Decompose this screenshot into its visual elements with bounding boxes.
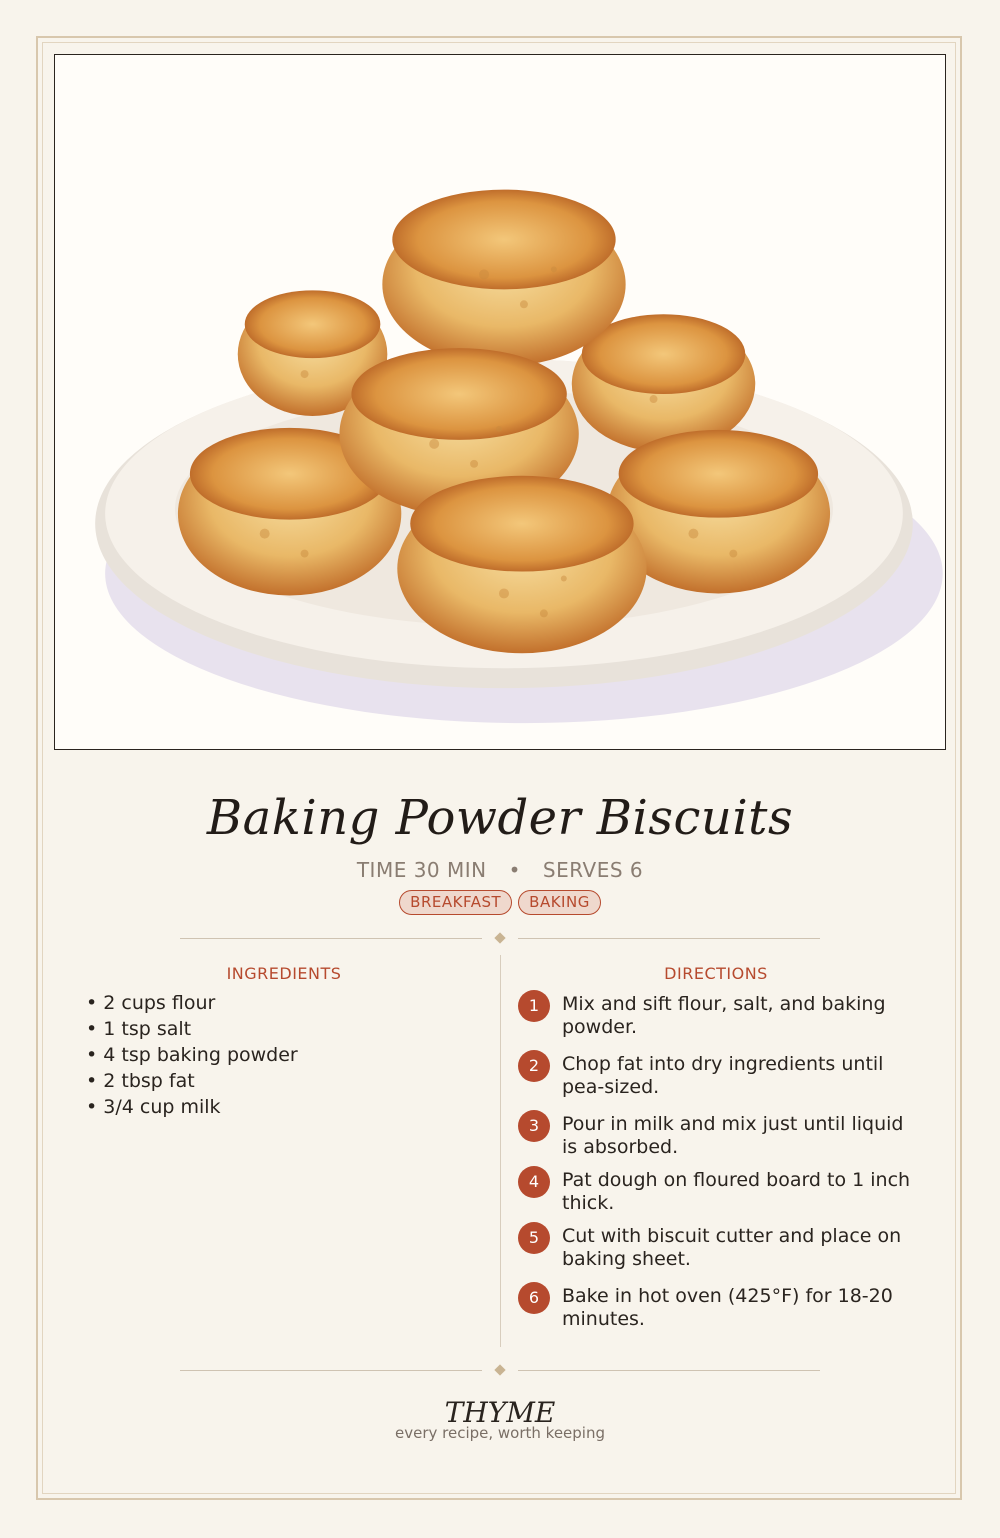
recipe-photo — [54, 54, 946, 750]
ingredient-item: • 2 cups flour — [86, 990, 298, 1016]
step-number-badge: 5 — [518, 1222, 550, 1254]
ingredients-heading: INGREDIENTS — [226, 964, 342, 983]
ingredient-item: • 3/4 cup milk — [86, 1094, 298, 1120]
tag-breakfast[interactable]: BREAKFAST — [399, 890, 512, 915]
tag-list — [0, 890, 1000, 915]
directions-heading: DIRECTIONS — [664, 964, 768, 983]
step-text: Chop fat into dry ingredients until pea-sized. — [562, 1053, 884, 1098]
brand-tagline: every recipe, worth keeping — [394, 1424, 605, 1442]
ingredients-list — [86, 990, 298, 1120]
step-text: Cut with biscuit cutter and place on baking sheet. — [562, 1225, 902, 1270]
ingredient-item: • 1 tsp salt — [86, 1016, 298, 1042]
step-text: Pour in milk and mix just until liquid is absorbed. — [562, 1113, 904, 1158]
step-text: Mix and sift flour, salt, and baking powder. — [562, 993, 886, 1038]
step-number-badge: 6 — [518, 1282, 550, 1314]
footer-divider-right — [518, 1370, 820, 1371]
divider-left — [180, 938, 482, 939]
divider-right — [518, 938, 820, 939]
time-label: TIME 30 MIN — [356, 858, 487, 882]
ingredient-item: • 2 tbsp fat — [86, 1068, 298, 1094]
serves-label: SERVES 6 — [542, 858, 644, 882]
step-number-badge: 2 — [518, 1050, 550, 1082]
step-text: Pat dough on floured board to 1 inch thick. — [562, 1169, 911, 1214]
step-number-badge: 4 — [518, 1166, 550, 1198]
brand-logo: THYME — [444, 1396, 556, 1429]
step-number-badge: 1 — [518, 990, 550, 1022]
step-text: Bake in hot oven (425°F) for 18-20 minutes. — [562, 1285, 893, 1330]
meta-separator: • — [508, 858, 521, 882]
recipe-meta — [0, 858, 1000, 882]
step-number-badge: 3 — [518, 1110, 550, 1142]
ingredient-item: • 4 tsp baking powder — [86, 1042, 298, 1068]
footer-divider-left — [180, 1370, 482, 1371]
column-divider — [500, 955, 501, 1347]
recipe-title: Baking Powder Biscuits — [206, 790, 794, 846]
tag-baking[interactable]: BAKING — [518, 890, 601, 915]
